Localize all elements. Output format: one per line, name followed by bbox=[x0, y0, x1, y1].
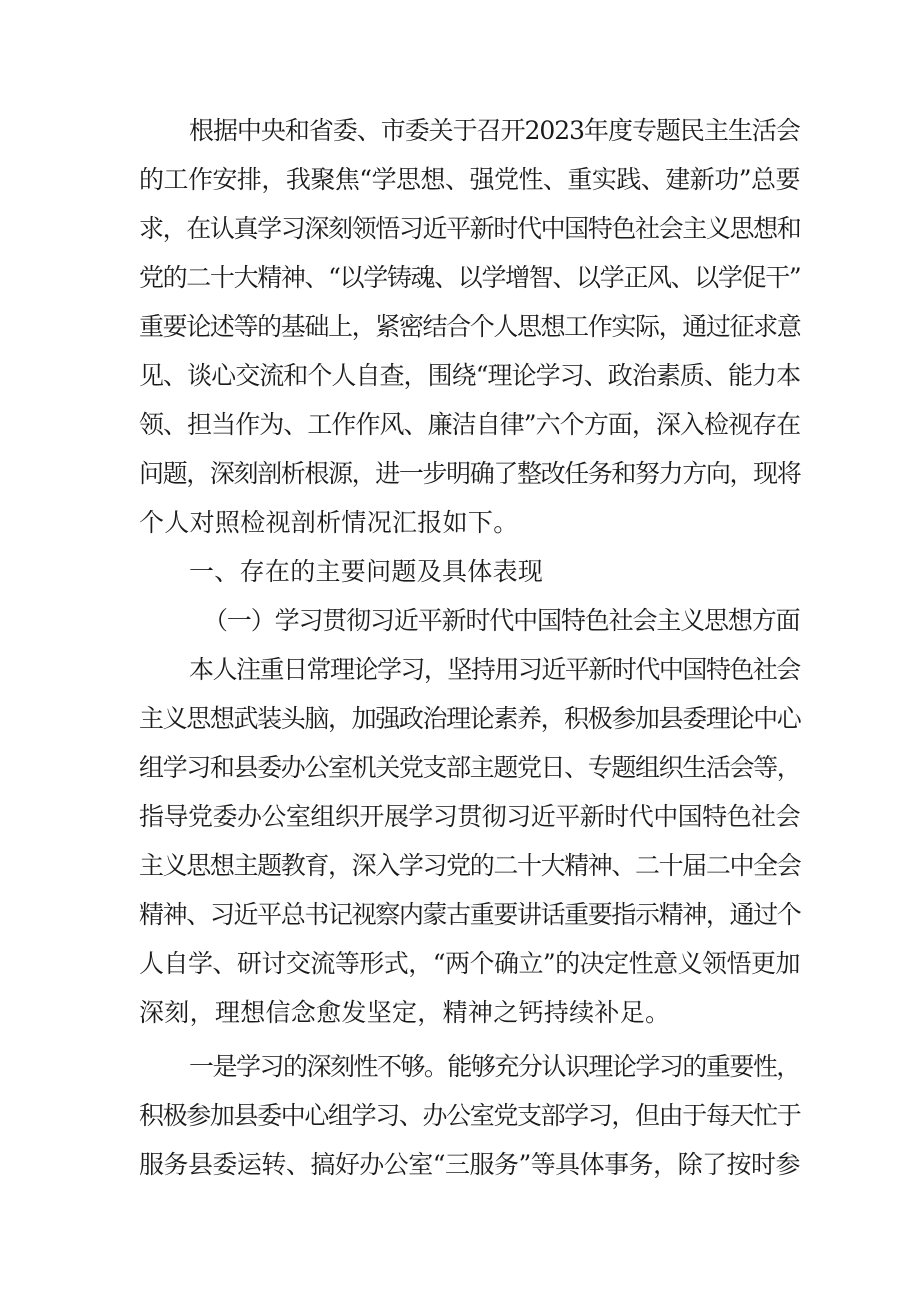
subsection-heading: （一）学习贯彻习近平新时代中国特色社会主义思想方面 bbox=[203, 606, 800, 635]
intro-line-4: 党的二十大精神、“以学铸魂、以学增智、以学正风、以学促干” bbox=[139, 263, 801, 292]
section-heading: 一、存在的主要问题及具体表现 bbox=[189, 557, 544, 586]
paragraph2-line-3: 组学习和县委办公室机关党支部主题党日、专题组织生活会等， bbox=[139, 753, 801, 782]
intro-line-5: 重要论述等的基础上，紧密结合个人思想工作实际，通过征求意 bbox=[139, 312, 801, 341]
intro-line-2: 的工作安排，我聚焦“学思想、强党性、重实践、建新功”总要 bbox=[139, 165, 800, 194]
paragraph2-line-2: 主义思想武装头脑，加强政治理论素养，积极参加县委理论中心 bbox=[139, 704, 801, 733]
intro-line-8: 问题，深刻剖析根源，进一步明确了整改任务和努力方向，现将 bbox=[139, 459, 801, 488]
paragraph3-line-2: 积极参加县委中心组学习、办公室党支部学习，但由于每天忙于 bbox=[139, 1101, 801, 1130]
intro-line-9: 个人对照检视剖析情况汇报如下。 bbox=[139, 508, 519, 537]
intro-line-6: 见、谈心交流和个人自查，围绕“理论学习、政治素质、能力本 bbox=[139, 361, 801, 390]
paragraph2-line-1: 本人注重日常理论学习，坚持用习近平新时代中国特色社会 bbox=[189, 655, 800, 684]
paragraph3-line-3: 服务县委运转、搞好办公室“三服务”等具体事务，除了按时参 bbox=[139, 1150, 800, 1179]
paragraph2-line-6: 精神、习近平总书记视察内蒙古重要讲话重要指示精神，通过个 bbox=[139, 900, 801, 929]
intro-line-7: 领、担当作为、工作作风、廉洁自律”六个方面，深入检视存在 bbox=[139, 410, 801, 439]
intro-line-3: 求，在认真学习深刻领悟习近平新时代中国特色社会主义思想和 bbox=[139, 214, 801, 243]
intro-line-1: 根据中央和省委、市委关于召开2023年度专题民主生活会 bbox=[189, 116, 800, 145]
paragraph2-line-4: 指导党委办公室组织开展学习贯彻习近平新时代中国特色社会 bbox=[139, 802, 801, 831]
paragraph2-line-7: 人自学、研讨交流等形式，“两个确立”的决定性意义领悟更加 bbox=[139, 949, 800, 978]
paragraph2-line-5: 主义思想主题教育，深入学习党的二十大精神、二十届二中全会 bbox=[139, 851, 801, 880]
paragraph2-line-8: 深刻，理想信念愈发坚定，精神之钙持续补足。 bbox=[139, 998, 671, 1027]
paragraph3-line-1: 一是学习的深刻性不够。能够充分认识理论学习的重要性， bbox=[189, 1052, 800, 1081]
